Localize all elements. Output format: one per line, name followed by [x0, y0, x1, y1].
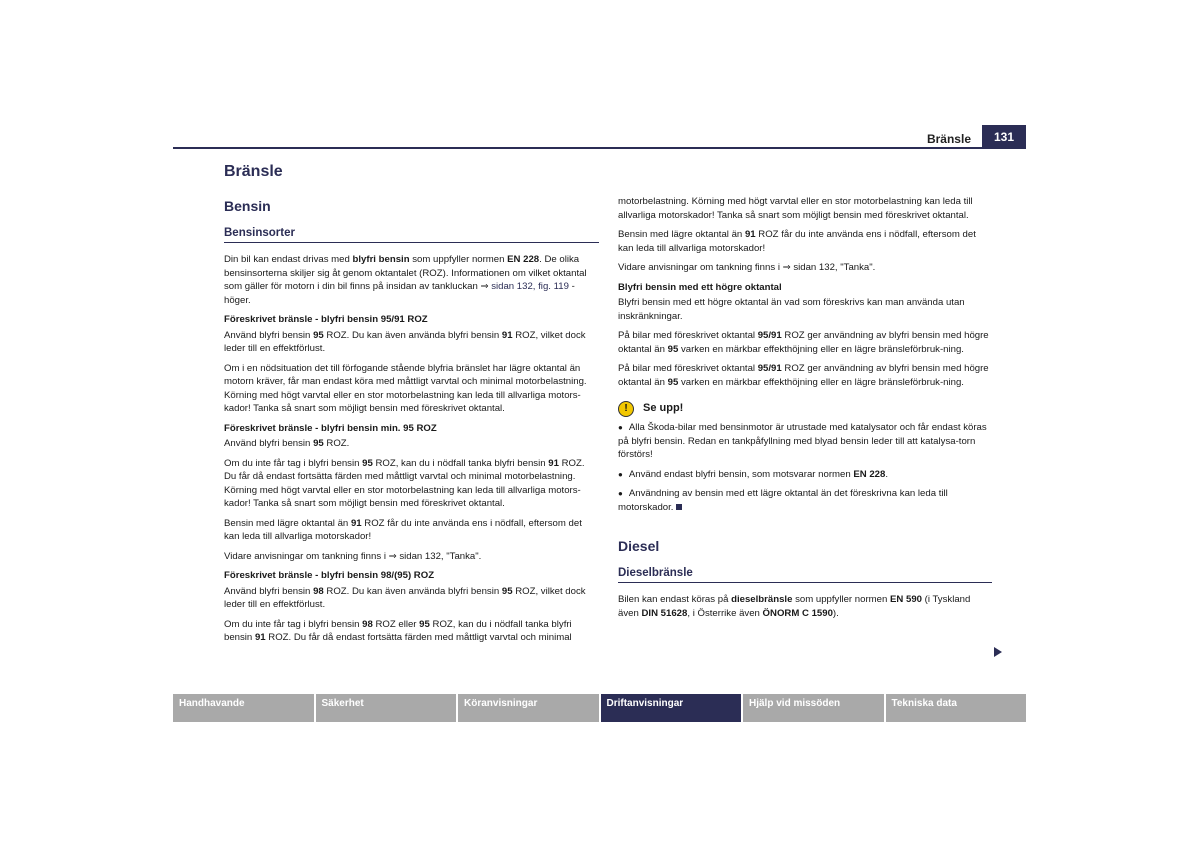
next-page-arrow-icon[interactable] — [994, 647, 1002, 657]
nav-tab-tekniska-data[interactable]: Tekniska data — [886, 694, 1027, 722]
subsection-title-dieselbransle: Dieselbränsle — [618, 566, 992, 583]
section-title-diesel: Diesel — [618, 538, 660, 554]
s4-paragraph-1: Blyfri bensin med ett högre oktantal än vad som föreskrivs kan man använda utan inskränkningar. — [618, 297, 965, 322]
right-paragraph-3: Vidare anvisningar om tankning finns i ⇒ sidan 132, "Tanka". — [618, 262, 876, 273]
diesel-paragraph: Bilen kan endast köras på dieselbränsle som uppfyller normen EN 590 (i Tyskland även DIN 51628, i Österrike även ÖNORM C 1590). — [618, 594, 971, 619]
nav-tab-koranvisningar[interactable]: Köranvisningar — [458, 694, 599, 722]
header-rule — [173, 147, 1026, 149]
end-of-section-icon — [676, 504, 682, 510]
right-paragraph-2: Bensin med lägre oktantal än 91 ROZ får du inte använda ens i nödfall, eftersom det kan leda till allvarliga motorskador! — [618, 229, 976, 254]
s4-heading: Blyfri bensin med ett högre oktantal — [618, 281, 782, 293]
s1-paragraph-2: Om i en nödsituation det till förfogande stående blyfria bränslet har lägre oktantal än motorn kräver, får man endast köra med måttligt varvtal och minimal motorbelastning. Körning med högt varvtal eller en stor motorbelastning kan leda till allvarliga motors-kador! Tanka så snart som möjligt bensin med föreskrivet oktantal. — [224, 362, 587, 414]
s3-heading: Föreskrivet bränsle - blyfri bensin 98/(95) ROZ — [224, 570, 435, 581]
chapter-title: Bränsle — [224, 163, 283, 180]
s1-heading: Föreskrivet bränsle - blyfri bensin 95/91 ROZ — [224, 314, 428, 325]
s3-paragraph-2: Om du inte får tag i blyfri bensin 98 ROZ eller 95 ROZ, kan du i nödfall tanka blyfri bensin 91 ROZ. Du får då endast fortsätta färden med måttligt varvtal och minimal — [224, 618, 572, 643]
s3-paragraph-1: Använd blyfri bensin 98 ROZ. Du kan även använda blyfri bensin 95 ROZ, vilket dock leder till en effektförlust. — [224, 585, 586, 610]
s2-paragraph-3: Bensin med lägre oktantal än 91 ROZ får du inte använda ens i nödfall, eftersom det kan leda till allvarliga motorskador! — [224, 517, 582, 542]
warning-bullet-3: ● Användning av bensin med ett lägre oktantal än det föreskrivna kan leda till motorskador. — [618, 487, 992, 514]
s2-paragraph-4: Vidare anvisningar om tankning finns i ⇒ sidan 132, "Tanka". — [224, 550, 482, 562]
warning-heading — [618, 401, 992, 417]
subsection-title-bensinsorter: Bensinsorter — [224, 226, 599, 243]
warning-icon: ! — [618, 401, 634, 417]
s4-paragraph-3: På bilar med föreskrivet oktantal 95/91 ROZ ger användning av blyfri bensin med högre oktantal än 95 varken en märkbar effekthöjning eller en lägre bränsleförbruk-ning. — [618, 363, 989, 388]
chapter-navigation — [173, 694, 1026, 722]
s2-paragraph-1: Använd blyfri bensin 95 ROZ. — [224, 438, 350, 449]
nav-tab-handhavande[interactable]: Handhavande — [173, 694, 314, 722]
s2-paragraph-2: Om du inte får tag i blyfri bensin 95 ROZ, kan du i nödfall tanka blyfri bensin 91 ROZ. Du får då endast fortsätta färden med måttligt varvtal och minimal motorbelastning. Körning med högt varvtal eller en stor motorbelastning kan leda till allvarliga motors-kador! Tanka så snart som möjligt bensin med föreskrivet oktantal. — [224, 457, 585, 509]
page-reference-link[interactable]: sidan 132, fig. 119 — [491, 281, 569, 292]
s4-paragraph-2: På bilar med föreskrivet oktantal 95/91 ROZ ger användning av blyfri bensin med högre oktantal än 95 varken en märkbar effekthöjning eller en lägre bränsleförbruk-ning. — [618, 330, 989, 355]
warning-bullet-2: ● Använd endast blyfri bensin, som motsvarar normen EN 228. — [618, 468, 992, 482]
page-number: 131 — [982, 125, 1026, 149]
right-column — [618, 195, 992, 626]
continued-paragraph: motorbelastning. Körning med högt varvtal eller en stor motorbelastning kan leda till allvarliga motorskador! Tanka så snart som möjligt bensin med föreskrivet oktantal. — [618, 196, 973, 221]
nav-tab-driftanvisningar[interactable]: Driftanvisningar — [601, 694, 742, 722]
nav-tab-sakerhet[interactable]: Säkerhet — [316, 694, 457, 722]
section-title-bensin: Bensin — [224, 198, 271, 214]
left-column — [224, 160, 599, 651]
warning-title: Se upp! — [643, 402, 684, 415]
s2-heading: Föreskrivet bränsle - blyfri bensin min. 95 ROZ — [224, 422, 437, 434]
intro-paragraph: Din bil kan endast drivas med blyfri bensin som uppfyller normen EN 228. De olika bensinsorterna skiljer sig åt genom oktantalet (ROZ). Informationen om vilket oktantal som gäller för motorn i din bil finns på insidan av tankluckan ⇒ sidan 132, fig. 119 -höger. — [224, 254, 587, 306]
s1-paragraph-1: Använd blyfri bensin 95 ROZ. Du kan även använda blyfri bensin 91 ROZ, vilket dock leder till en effektförlust. — [224, 329, 586, 354]
nav-tab-hjalp-vid-missoden[interactable]: Hjälp vid missöden — [743, 694, 884, 722]
warning-bullet-1: ● Alla Škoda-bilar med bensinmotor är utrustade med katalysator och får endast köras på blyfri bensin. Redan en tankpåfyllning med blyad bensin leder till att katalysa-torn förstörs! — [618, 421, 992, 462]
header-section-title: Bränsle — [926, 132, 971, 146]
